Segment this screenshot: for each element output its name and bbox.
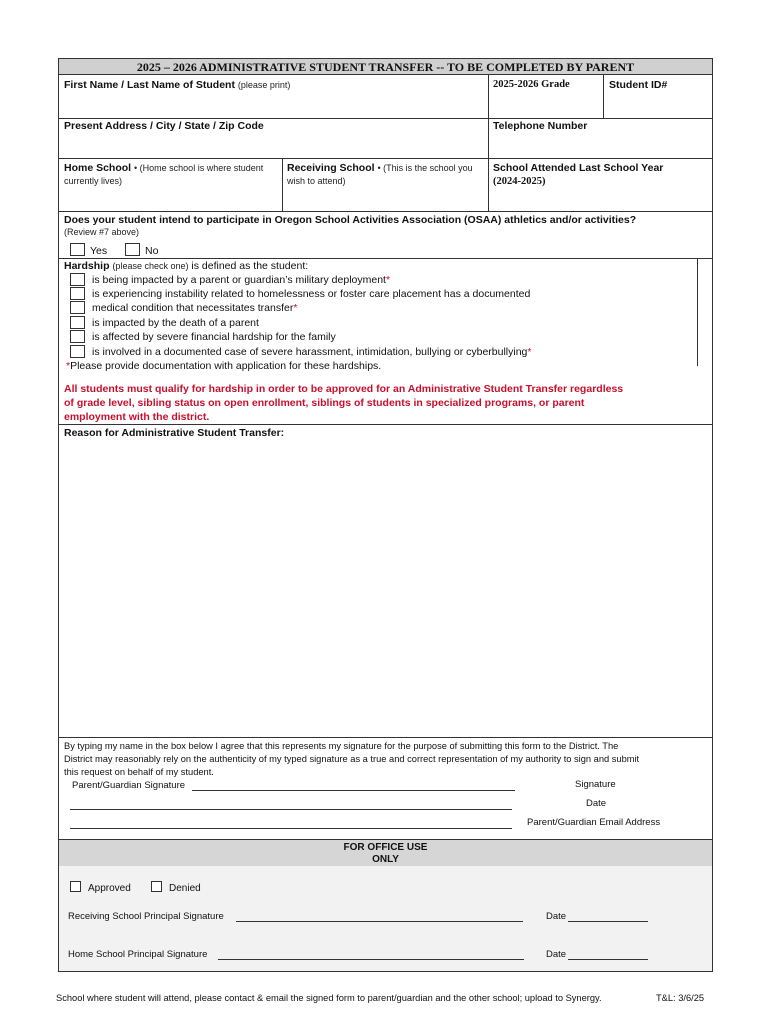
hardship-homelessness-label: is experiencing instability related to homelessness or foster care placement has a documented <box>92 288 531 300</box>
student-name-hint: (please print) <box>237 80 291 90</box>
office-use-header <box>59 840 712 866</box>
hardship-intro: is defined as the student: <box>191 260 309 272</box>
hardship-warning-line-1: All students must qualify for hardship in order to be approved for an Administrative Student Transfer regardless <box>64 383 624 395</box>
footer-note: School where student will attend, please contact & email the signed form to parent/guardian and the other school; upload to Synergy. <box>56 993 602 1003</box>
divider <box>58 424 713 425</box>
receiving-school-label: Receiving School <box>287 162 375 174</box>
denied-checkbox[interactable] <box>151 881 162 892</box>
divider <box>603 74 604 118</box>
asterisk: * <box>527 346 532 358</box>
reason-textarea[interactable] <box>62 442 707 734</box>
hardship-option <box>92 346 532 358</box>
hardship-military-label: is being impacted by a parent or guardian’s military deployment <box>92 274 386 286</box>
office-use-title: FOR OFFICE USE <box>343 842 428 853</box>
hardship-harassment-checkbox[interactable] <box>70 345 85 358</box>
date-line[interactable] <box>70 809 512 810</box>
denied-label: Denied <box>169 883 201 894</box>
osaa-yes-checkbox[interactable] <box>70 243 85 256</box>
divider <box>58 211 713 212</box>
last-school-year: (2024-2025) <box>493 176 546 187</box>
hardship-military-checkbox[interactable] <box>70 273 85 286</box>
home-school-label: Home School <box>64 162 132 174</box>
hardship-label: Hardship <box>64 260 110 272</box>
osaa-question: Does your student intend to participate in Oregon School Activities Association (OSAA) athletics and/or activities? <box>64 214 637 226</box>
hardship-option <box>92 302 297 314</box>
asterisk: * <box>385 274 391 286</box>
home-date-line[interactable] <box>568 959 648 960</box>
telephone-field[interactable]: Telephone Number <box>493 120 588 132</box>
osaa-no-checkbox[interactable] <box>125 243 140 256</box>
hardship-option <box>92 274 390 286</box>
reason-label: Reason for Administrative Student Transfer: <box>64 427 285 439</box>
hardship-warning-line-2: of grade level, sibling status on open enrollment, siblings of students in specialized programs, or parent <box>64 397 585 409</box>
parent-signature-line[interactable] <box>192 790 515 791</box>
asterisk: * <box>293 302 298 314</box>
divider <box>58 118 713 119</box>
documentation-text: Please provide documentation with application for these hardships. <box>70 360 382 372</box>
email-label: Parent/Guardian Email Address <box>527 817 661 828</box>
divider <box>697 258 698 366</box>
receiving-school-hint: • (This is the school you wish to attend) <box>287 163 473 186</box>
form-title: 2025 – 2026 ADMINISTRATIVE STUDENT TRANSFER -- TO BE COMPLETED BY PARENT <box>59 59 712 74</box>
hardship-financial-checkbox[interactable] <box>70 330 85 343</box>
student-name-field[interactable] <box>64 79 290 91</box>
home-school-field[interactable] <box>64 162 279 188</box>
hardship-heading <box>64 260 308 272</box>
form-code: T&L: 3/6/25 <box>656 993 705 1003</box>
divider <box>488 118 489 158</box>
agreement-line-2: District may reasonably rely on the authenticity of my typed signature as a true and correct representation of my authority to sign and submit <box>64 754 640 764</box>
parent-signature-label: Parent/Guardian Signature <box>72 780 186 791</box>
asterisk: * <box>66 360 71 372</box>
approved-label: Approved <box>88 883 131 894</box>
agreement-line-1: By typing my name in the box below I agree that this represents my signature for the purpose of submitting this form to the District. The <box>64 741 619 751</box>
hardship-harassment-label: is involved in a documented case of severe harassment, intimidation, bullying or cyberbullying <box>92 346 528 358</box>
office-use-subtitle: ONLY <box>372 854 399 865</box>
hardship-homelessness-checkbox[interactable] <box>70 287 85 300</box>
receiving-date-label: Date <box>546 911 567 922</box>
hardship-hint: (please check one) <box>112 261 189 271</box>
hardship-death-checkbox[interactable] <box>70 316 85 329</box>
hardship-financial-label: is affected by severe financial hardship for the family <box>92 331 336 343</box>
receiving-principal-signature-line[interactable] <box>236 921 523 922</box>
home-principal-label: Home School Principal Signature <box>68 949 208 960</box>
address-field[interactable]: Present Address / City / State / Zip Code <box>64 120 264 132</box>
signature-label: Signature <box>575 779 616 790</box>
divider <box>58 74 713 75</box>
divider <box>282 158 283 211</box>
hardship-death-label: is impacted by the death of a parent <box>92 317 259 329</box>
documentation-note <box>66 360 381 372</box>
student-name-label: First Name / Last Name of Student <box>64 79 235 91</box>
hardship-warning-line-3: employment with the district. <box>64 411 210 423</box>
divider <box>488 158 489 211</box>
email-line[interactable] <box>70 828 512 829</box>
date-label: Date <box>586 798 607 809</box>
agreement-line-3: this request on behalf of my student. <box>64 767 214 777</box>
hardship-medical-checkbox[interactable] <box>70 301 85 314</box>
receiving-school-field[interactable] <box>287 162 482 188</box>
osaa-yes-label: Yes <box>90 245 108 257</box>
approved-checkbox[interactable] <box>70 881 81 892</box>
home-date-label: Date <box>546 949 567 960</box>
receiving-principal-label: Receiving School Principal Signature <box>68 911 224 922</box>
divider <box>58 158 713 159</box>
last-school-field[interactable]: School Attended Last School Year <box>493 162 664 174</box>
home-school-hint: • (Home school is where student currently lives) <box>64 163 264 186</box>
grade-field[interactable]: 2025-2026 Grade <box>493 79 570 90</box>
divider <box>488 74 489 118</box>
osaa-note: (Review #7 above) <box>64 227 140 237</box>
hardship-medical-label: medical condition that necessitates transfer <box>92 302 294 314</box>
divider <box>58 737 713 738</box>
home-principal-signature-line[interactable] <box>218 959 524 960</box>
receiving-date-line[interactable] <box>568 921 648 922</box>
osaa-no-label: No <box>145 245 159 257</box>
divider <box>58 258 713 259</box>
student-id-field[interactable]: Student ID# <box>609 79 668 91</box>
